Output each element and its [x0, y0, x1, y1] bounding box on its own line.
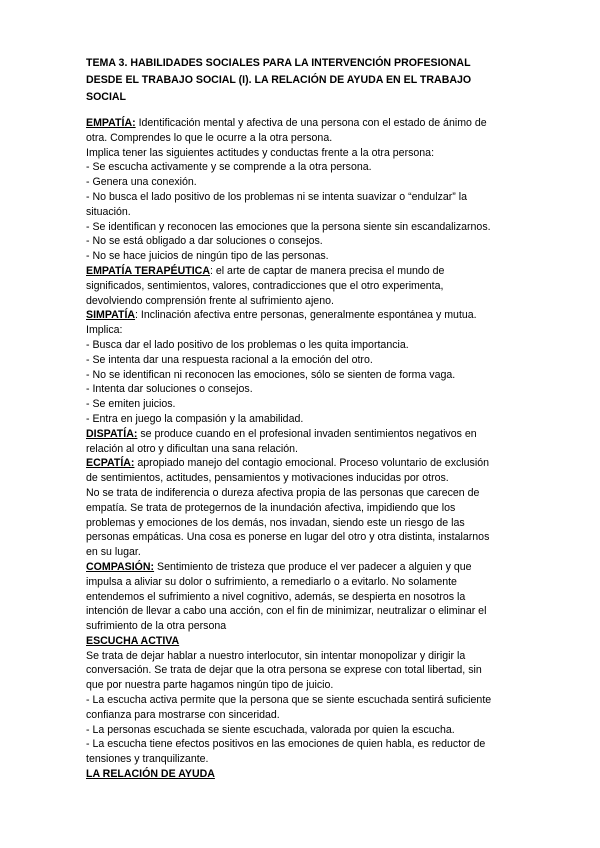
line-text: - No se está obligado a dar soluciones o consejos. — [86, 235, 323, 248]
line-text: - No se hace juicios de ningún tipo de las personas. — [86, 250, 329, 263]
line-text: Identificación mental y afectiva de una persona con el estado de ánimo de — [135, 117, 487, 129]
line-text: - No se identifican ni reconocen las emociones, sólo se sienten de forma vaga. — [86, 368, 456, 381]
line-text: empatía. Se trata de protegernos de la inundación afectiva, impidiendo que los — [86, 501, 456, 514]
text-line — [86, 590, 526, 605]
line-text: impulsa a aliviar su dolor o sufrimiento, a remediarlo o a evitarlo. No solamente — [86, 575, 457, 588]
line-text: sufrimiento de la otra persona — [86, 620, 227, 633]
text-line — [86, 693, 526, 708]
line-text: - Se identifican y reconocen las emociones que la persona siente sin escandalizarnos. — [86, 220, 491, 233]
text-line — [86, 649, 526, 664]
section-heading-line — [86, 634, 526, 649]
section-term: EMPATÍA TERAPÉUTICA — [86, 264, 210, 277]
text-line — [86, 545, 526, 560]
line-text: : el arte de captar de manera precisa el mundo de — [209, 264, 445, 277]
line-text: entendemos el sufrimiento a nivel cognitivo, además, se despierta en nosotros la — [86, 590, 466, 603]
section-heading-line — [86, 456, 526, 471]
text-line — [86, 471, 526, 486]
text-line — [86, 486, 526, 501]
title-line: SOCIAL — [86, 91, 127, 103]
text-line — [86, 723, 526, 738]
text-line — [86, 190, 526, 205]
text-line — [86, 279, 526, 294]
text-line — [86, 131, 526, 146]
title-line: TEMA 3. HABILIDADES SOCIALES PARA LA INTERVENCIÓN PROFESIONAL — [86, 57, 471, 69]
section-term: LA RELACIÓN DE AYUDA — [86, 768, 215, 781]
section-term: COMPASIÓN: — [86, 560, 155, 573]
text-line — [86, 220, 526, 235]
text-line — [86, 678, 526, 693]
text-line — [86, 708, 526, 723]
text-line — [86, 663, 526, 678]
line-text: confianza para mostrarse con sinceridad. — [86, 708, 280, 721]
line-text: - Busca dar el lado positivo de los problemas o les quita importancia. — [86, 338, 409, 351]
line-text: - Se intenta dar una respuesta racional a la emoción del otro. — [86, 353, 373, 366]
line-text: significados, sentimientos, valores, contradicciones que el otro experimenta, — [86, 279, 444, 292]
line-text: tensiones y tranquilizante. — [86, 753, 209, 766]
title-line: DESDE EL TRABAJO SOCIAL (I). LA RELACIÓN DE AYUDA EN EL TRABAJO — [86, 74, 472, 86]
section-term: EMPATÍA: — [86, 117, 136, 129]
text-line — [86, 294, 526, 309]
section-term: ESCUCHA ACTIVA — [86, 634, 180, 647]
line-text: se produce cuando en el profesional invaden sentimientos negativos en — [137, 427, 477, 440]
line-text: Implica tener las siguientes actitudes y conductas frente a la otra persona: — [86, 146, 435, 159]
line-text: personas empáticas. Una cosa es ponerse en lugar del otro y otra distinta, instalarnos — [86, 531, 490, 544]
line-text: - Se escucha activamente y se comprende a la otra persona. — [86, 161, 372, 174]
line-text: otra. Comprendes lo que le ocurre a la otra persona. — [86, 131, 333, 144]
line-text: - La personas escuchada se siente escuchada, valorada por quien la escucha. — [86, 723, 455, 736]
text-line — [86, 234, 526, 249]
line-text: intención de llevar a cabo una acción, con el fin de minimizar, neutralizar o eliminar el — [86, 605, 487, 618]
line-text: conversación. Se trata de dejar que la otra persona se exprese con total libertad, sin — [86, 664, 482, 677]
text-line — [86, 368, 526, 383]
text-line — [86, 353, 526, 368]
section-heading-line — [86, 427, 526, 442]
section-heading-line — [86, 308, 526, 323]
section-heading-line — [86, 116, 526, 131]
line-text: - La escucha activa permite que la persona que se siente escuchada sentirá suficiente — [86, 694, 492, 707]
section-heading-line — [86, 560, 526, 575]
text-line — [86, 737, 526, 752]
text-line — [86, 575, 526, 590]
document-body — [86, 116, 526, 782]
text-line — [86, 175, 526, 190]
section-term: DISPATÍA: — [86, 427, 138, 440]
text-line — [86, 412, 526, 427]
line-text: apropiado manejo del contagio emocional. Proceso voluntario de exclusión — [134, 457, 489, 470]
text-line — [86, 160, 526, 175]
line-text: que por nuestra parte hagamos ningún tipo de juicio. — [86, 679, 334, 692]
line-text: - Intenta dar soluciones o consejos. — [86, 383, 253, 396]
line-text: Se trata de dejar hablar a nuestro interlocutor, sin intentar monopolizar y dirigir la — [86, 649, 466, 662]
text-line — [86, 146, 526, 161]
line-text: - Genera una conexión. — [86, 176, 197, 189]
text-line — [86, 516, 526, 531]
line-text: devolviendo comprensión frente al sufrimiento ajeno. — [86, 294, 334, 307]
line-text: relación al otro y dificultan una sana relación. — [86, 442, 298, 455]
document-title — [86, 55, 526, 106]
line-text: en su lugar. — [86, 546, 141, 559]
text-line — [86, 604, 526, 619]
section-heading-line — [86, 767, 526, 782]
text-line — [86, 338, 526, 353]
section-term: ECPATÍA: — [86, 457, 135, 470]
text-line — [86, 619, 526, 634]
text-line — [86, 205, 526, 220]
text-line — [86, 530, 526, 545]
text-line — [86, 442, 526, 457]
line-text: Sentimiento de tristeza que produce el ver padecer a alguien y que — [154, 560, 472, 573]
line-text: Implica: — [86, 324, 123, 337]
line-text: situación. — [86, 205, 131, 218]
section-heading-line — [86, 264, 526, 279]
text-line — [86, 397, 526, 412]
text-line — [86, 501, 526, 516]
line-text: - La escucha tiene efectos positivos en las emociones de quien habla, es reductor de — [86, 738, 486, 751]
line-text: : Inclinación afectiva entre personas, generalmente espontánea y mutua. — [135, 309, 477, 322]
line-text: de sentimientos, actitudes, pensamientos y motivaciones inducidas por otros. — [86, 472, 449, 485]
text-line — [86, 249, 526, 264]
text-line — [86, 382, 526, 397]
line-text: No se trata de indiferencia o dureza afectiva propia de las personas que carecen de — [86, 486, 480, 499]
text-line — [86, 752, 526, 767]
line-text: - No busca el lado positivo de los problemas ni se intenta suavizar o “endulzar” la — [86, 190, 467, 203]
text-line — [86, 323, 526, 338]
section-term: SIMPATÍA — [86, 309, 136, 322]
line-text: problemas y emociones de los demás, nos invadan, siendo este un riesgo de las — [86, 516, 465, 529]
line-text: - Entra en juego la compasión y la amabilidad. — [86, 412, 304, 425]
line-text: - Se emiten juicios. — [86, 398, 176, 411]
